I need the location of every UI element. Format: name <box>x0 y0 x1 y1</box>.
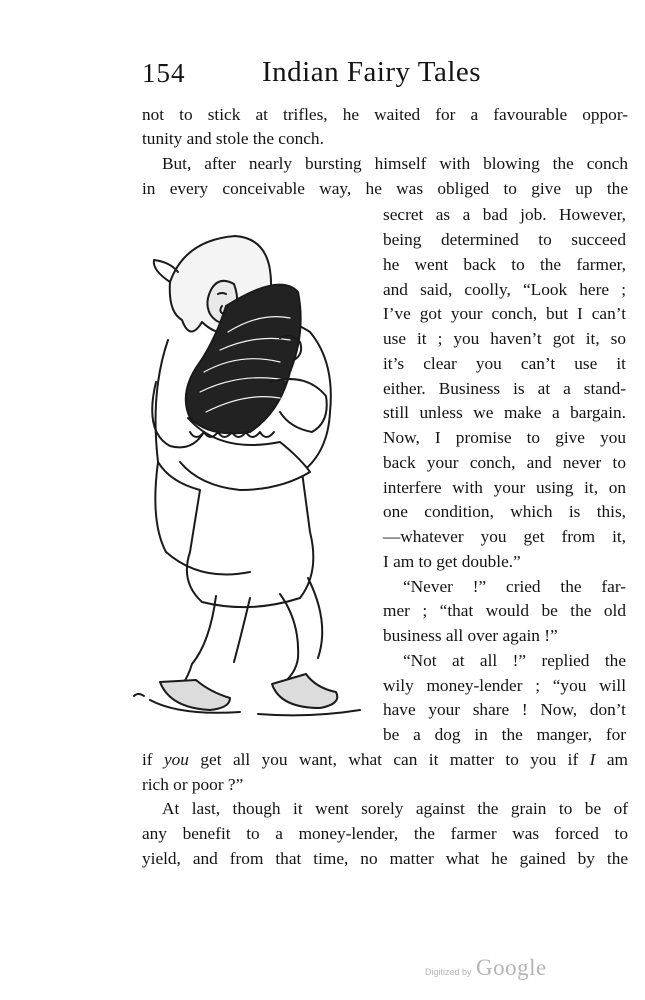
text-line: “Not at all !” replied the <box>403 651 626 670</box>
text-line: being determined to succeed <box>383 230 626 249</box>
text-line: either. Business is at a stand- <box>383 379 626 398</box>
text-line: not to stick at trifles, he waited for a favourable oppor- <box>142 105 628 124</box>
text-line: yield, and from that time, no matter what he gained by the <box>142 849 628 868</box>
text-line: he went back to the farmer, <box>383 255 626 274</box>
text-line: —whatever you get from it, <box>383 527 626 546</box>
text-line: back your conch, and never to <box>383 453 626 472</box>
money-lender-illustration <box>130 222 370 722</box>
text-line: secret as a bad job. However, <box>383 205 626 224</box>
digitized-by-watermark <box>425 955 547 981</box>
text-line: mer ; “that would be the old <box>383 601 626 620</box>
text-line: have your share ! Now, don’t <box>383 700 626 719</box>
text-line: I’ve got your conch, but I can’t <box>383 304 626 323</box>
text-line: “Never !” cried the far- <box>403 577 626 596</box>
text-span: am <box>606 750 628 769</box>
text-line: interfere with your using it, on <box>383 478 626 497</box>
text-line <box>142 748 628 772</box>
text-line: in every conceivable way, he was obliged to give up the <box>142 179 628 198</box>
text-span: get all you want, what can it matter to you if <box>200 750 579 769</box>
text-line: tunity and stole the conch. <box>142 129 324 148</box>
text-line: rich or poor ?” <box>142 775 244 794</box>
text-line: At last, though it went sorely against the grain to be of <box>162 799 628 818</box>
watermark-caption: Digitized by <box>425 967 472 977</box>
running-head: Indian Fairy Tales <box>262 56 482 88</box>
text-line: I am to get double.” <box>383 552 521 571</box>
text-line: one condition, which is this, <box>383 502 626 521</box>
text-line: it’s clear you can’t use it <box>383 354 626 373</box>
text-line: use it ; you haven’t got it, so <box>383 329 626 348</box>
text-line: wily money-lender ; “you will <box>383 676 626 695</box>
emphasis: you <box>164 750 189 769</box>
google-logo: Google <box>475 955 547 980</box>
text-line: and said, coolly, “Look here ; <box>383 280 626 299</box>
text-span: if <box>142 750 153 769</box>
text-line: business all over again !” <box>383 626 558 645</box>
text-line: Now, I promise to give you <box>383 428 626 447</box>
text-line: still unless we make a bargain. <box>383 403 626 422</box>
page-number: 154 <box>142 58 186 88</box>
text-line: be a dog in the manger, for <box>383 725 626 744</box>
text-line: any benefit to a money-lender, the farmer was forced to <box>142 824 628 843</box>
text-line: But, after nearly bursting himself with blowing the conch <box>162 154 628 173</box>
emphasis: I <box>589 750 596 769</box>
